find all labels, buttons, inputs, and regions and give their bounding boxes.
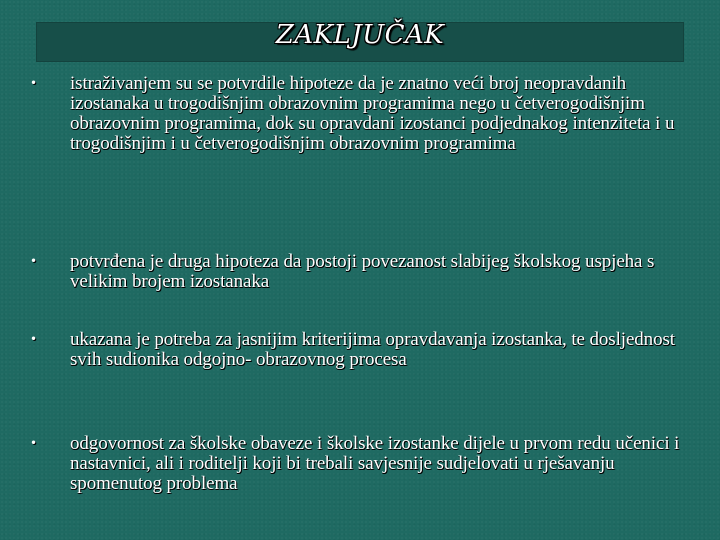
bullet-icon: • (30, 332, 38, 346)
list-item (70, 74, 695, 154)
list-item-text: odgovornost za školske obaveze i školske izostanke dijele u prvom redu učenici i nastavnici, ali i roditelji koji bi trebali savjesnije sudjelovati u rješavanju spomenutog problema (70, 433, 680, 494)
bullet-icon: • (30, 254, 38, 268)
list-item-text: istraživanjem su se potvrdile hipoteze da je znatno veći broj neopravdanih izostanaka u trogodišnjim obrazovnim programima nego u četverogodišnjim obrazovnim programima, dok su opravdani izostanci podjednakog intenziteta i u trogodišnjim i u četverogodišnjim obrazovnim programima (70, 73, 675, 154)
list-item (70, 330, 695, 370)
slide-title: ZAKLJUČAK (275, 20, 445, 50)
list-item (70, 252, 695, 292)
list-item (70, 434, 695, 494)
list-item-text: ukazana je potreba za jasnijim kriterijima opravdavanja izostanka, te dosljednost svih sudionika odgojno- obrazovnog procesa (70, 329, 675, 370)
bullet-icon: • (30, 436, 38, 450)
bullet-icon: • (30, 76, 38, 90)
list-item-text: potvrđena je druga hipoteza da postoji povezanost slabijeg školskog uspjeha s velikim brojem izostanaka (70, 251, 655, 292)
